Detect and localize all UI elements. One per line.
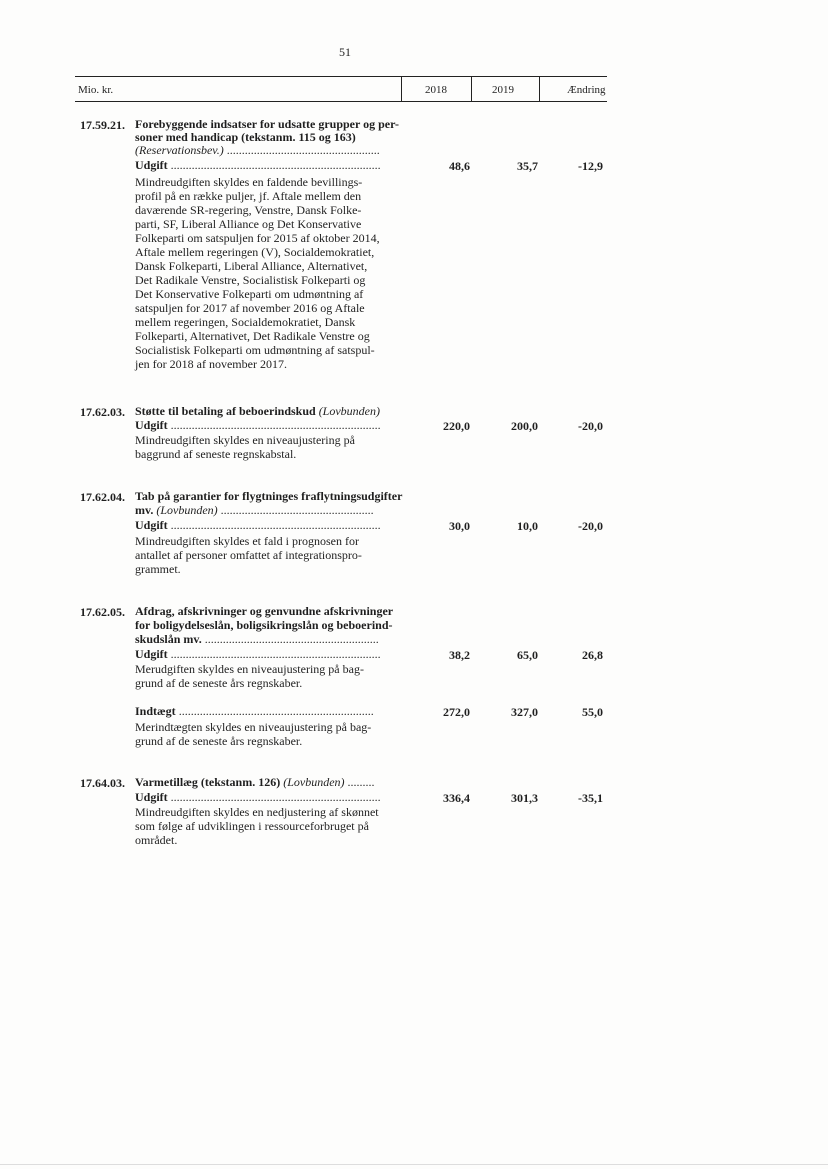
section-title-line: Forebyggende indsatser for udsatte grupper og per- [135, 117, 399, 131]
section-number: 17.62.04. [80, 490, 125, 504]
header-change: Ændring [567, 84, 606, 96]
explanation-line: Det Radikale Venstre, Socialistisk Folkeparti og [135, 273, 366, 287]
section-title-line [135, 776, 375, 789]
explanation-line: Mindreudgiften skyldes en faldende bevillings- [135, 175, 363, 189]
section-title-line [135, 633, 379, 646]
header-2019: 2019 [492, 84, 514, 96]
value-2019: 327,0 [511, 705, 538, 719]
explanation-line: Aftale mellem regeringen (V), Socialdemokratiet, [135, 245, 375, 259]
header-separator [471, 76, 472, 101]
leader-dots: .......................................................... [201, 632, 379, 646]
appropriation-type: (Reservationsbev.) [135, 143, 224, 157]
item-label: Udgift [135, 418, 168, 432]
leader-dots: ...................................................................... [167, 158, 381, 172]
explanation-line: Mindreudgiften skyldes en niveaujustering på [135, 433, 355, 447]
header-unit: Mio. kr. [78, 84, 114, 96]
leader-dots: ...................................................................... [167, 418, 381, 432]
section-title-line: Afdrag, afskrivninger og genvundne afskrivninger [135, 604, 394, 618]
section-title: skudslån mv. [135, 632, 202, 646]
leader-dots: ......... [344, 775, 375, 789]
explanation-line: mellem regeringen, Socialdemokratiet, Dansk [135, 315, 356, 329]
header-2018: 2018 [425, 84, 447, 96]
value-change: 55,0 [582, 705, 603, 719]
value-2018: 220,0 [443, 419, 470, 433]
explanation-line: som følge af udviklingen i ressourceforbruget på [135, 819, 369, 833]
appropriation-type: (Lovbunden) [280, 775, 345, 789]
section-title: mv. [135, 503, 154, 517]
value-change: 26,8 [582, 648, 603, 662]
table-header-bottom-rule [75, 101, 607, 102]
item-label-row [135, 419, 381, 432]
section-title-line: soner med handicap (tekstanm. 115 og 163) [135, 130, 356, 144]
explanation-line: parti, SF, Liberal Alliance og Det Konservative [135, 217, 362, 231]
explanation-line: antallet af personer omfattet af integrationspro- [135, 548, 362, 562]
explanation-line: daværende SR-regering, Venstre, Dansk Folke- [135, 203, 362, 217]
value-2018: 48,6 [449, 159, 470, 173]
section-title: Støtte til betaling af beboerindskud [135, 404, 316, 418]
item-label-row [135, 791, 381, 804]
explanation-line: grund af de seneste års regnskaber. [135, 734, 303, 748]
page-number: 51 [339, 45, 351, 59]
explanation-line: baggrund af seneste regnskabstal. [135, 447, 297, 461]
value-2018: 30,0 [449, 519, 470, 533]
explanation-line: Mindreudgiften skyldes et fald i prognosen for [135, 534, 359, 548]
section-subtitle [135, 144, 380, 157]
section-title-line [135, 405, 380, 418]
explanation-line: grund af de seneste års regnskaber. [135, 676, 303, 690]
section-number: 17.62.05. [80, 605, 125, 619]
table-header-top-rule [75, 76, 607, 77]
appropriation-type: (Lovbunden) [153, 503, 218, 517]
leader-dots: ................................................... [223, 143, 380, 157]
explanation-line: grammet. [135, 562, 181, 576]
explanation-line: området. [135, 833, 178, 847]
value-2019: 65,0 [517, 648, 538, 662]
value-2019: 10,0 [517, 519, 538, 533]
item-label-row [135, 705, 374, 718]
leader-dots: ................................................................. [175, 704, 374, 718]
explanation-line: Mindreudgiften skyldes en nedjustering af skønnet [135, 805, 379, 819]
item-label-row [135, 159, 381, 172]
value-change: -20,0 [578, 419, 603, 433]
value-2019: 35,7 [517, 159, 538, 173]
item-label-row [135, 519, 381, 532]
section-title: Varmetillæg (tekstanm. 126) [135, 775, 281, 789]
section-title-line: for boligydelseslån, boligsikringslån og beboerind- [135, 618, 393, 632]
explanation-line: Merudgiften skyldes en niveaujustering på bag- [135, 662, 364, 676]
section-title-line [135, 504, 374, 517]
section-number: 17.62.03. [80, 405, 125, 419]
explanation-line: profil på en række puljer, jf. Aftale mellem den [135, 189, 362, 203]
explanation-line: Socialistisk Folkeparti om udmøntning af satspul- [135, 343, 375, 357]
section-number: 17.59.21. [80, 118, 125, 132]
explanation-line: Dansk Folkeparti, Liberal Alliance, Alternativet, [135, 259, 368, 273]
item-label: Indtægt [135, 704, 176, 718]
value-2018: 336,4 [443, 791, 470, 805]
explanation-line: jen for 2018 af november 2017. [135, 357, 287, 371]
item-label: Udgift [135, 518, 168, 532]
value-change: -12,9 [578, 159, 603, 173]
value-change: -20,0 [578, 519, 603, 533]
leader-dots: ...................................................................... [167, 790, 381, 804]
leader-dots: ...................................................................... [167, 647, 381, 661]
explanation-line: satspuljen for 2017 af november 2016 og Aftale [135, 301, 365, 315]
item-label: Udgift [135, 158, 168, 172]
explanation-line: Det Konservative Folkeparti om udmøntning af [135, 287, 364, 301]
header-separator [401, 76, 402, 101]
item-label: Udgift [135, 647, 168, 661]
leader-dots: ................................................... [217, 503, 374, 517]
value-2019: 200,0 [511, 419, 538, 433]
value-2018: 272,0 [443, 705, 470, 719]
section-number: 17.64.03. [80, 776, 125, 790]
explanation-line: Merindtægten skyldes en niveaujustering på bag- [135, 720, 372, 734]
leader-dots: ...................................................................... [167, 518, 381, 532]
value-2018: 38,2 [449, 648, 470, 662]
section-title-line: Tab på garantier for flygtninges fraflytningsudgifter [135, 489, 403, 503]
value-2019: 301,3 [511, 791, 538, 805]
value-change: -35,1 [578, 791, 603, 805]
header-separator [539, 76, 540, 101]
item-label-row [135, 648, 381, 661]
item-label: Udgift [135, 790, 168, 804]
explanation-line: Folkeparti om satspuljen for 2015 af oktober 2014, [135, 231, 380, 245]
scan-edge-line [0, 1164, 828, 1165]
appropriation-type: (Lovbunden) [315, 404, 381, 418]
explanation-line: Folkeparti, Alternativet, Det Radikale Venstre og [135, 329, 370, 343]
